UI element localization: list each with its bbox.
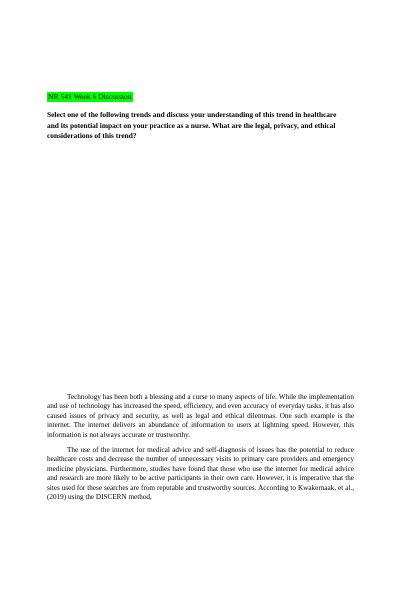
document-title: NR 541 Week 6 Discussion xyxy=(48,92,132,101)
body-paragraph-2: The use of the internet for medical advice and self-diagnosis of issues has the potential to reduce healthcare costs and decrease the number of unnecessary visits to primary care providers and emergency medicine physicians. Furthermore, studies have found that those who use the internet for medical advice and research are more likely to be active participants in their own care. However, it is imperative that the sites used for these searches are from reputable and trustworthy sources. According to Kwakernaak, et al., (2019) using the DISCERN method, xyxy=(47,446,354,502)
heading-block xyxy=(47,86,347,142)
document-body xyxy=(47,393,354,508)
body-paragraph-1: Technology has been both a blessing and a curse to many aspects of life. While the implementation and use of technology has increased the speed, efficiency, and even accuracy of everyday tasks, it has also caused issues of privacy and security, as well as legal and ethical dilemmas. One such example is the internet. The internet delivers an abundance of information to users at lightning speed. However, this information is not always accurate or trustworthy. xyxy=(47,393,354,439)
discussion-question: Select one of the following trends and discuss your understanding of this trend in healthcare and its potential impact on your practice as a nurse. What are the legal, privacy, and ethical considerations of this trend? xyxy=(47,110,337,140)
